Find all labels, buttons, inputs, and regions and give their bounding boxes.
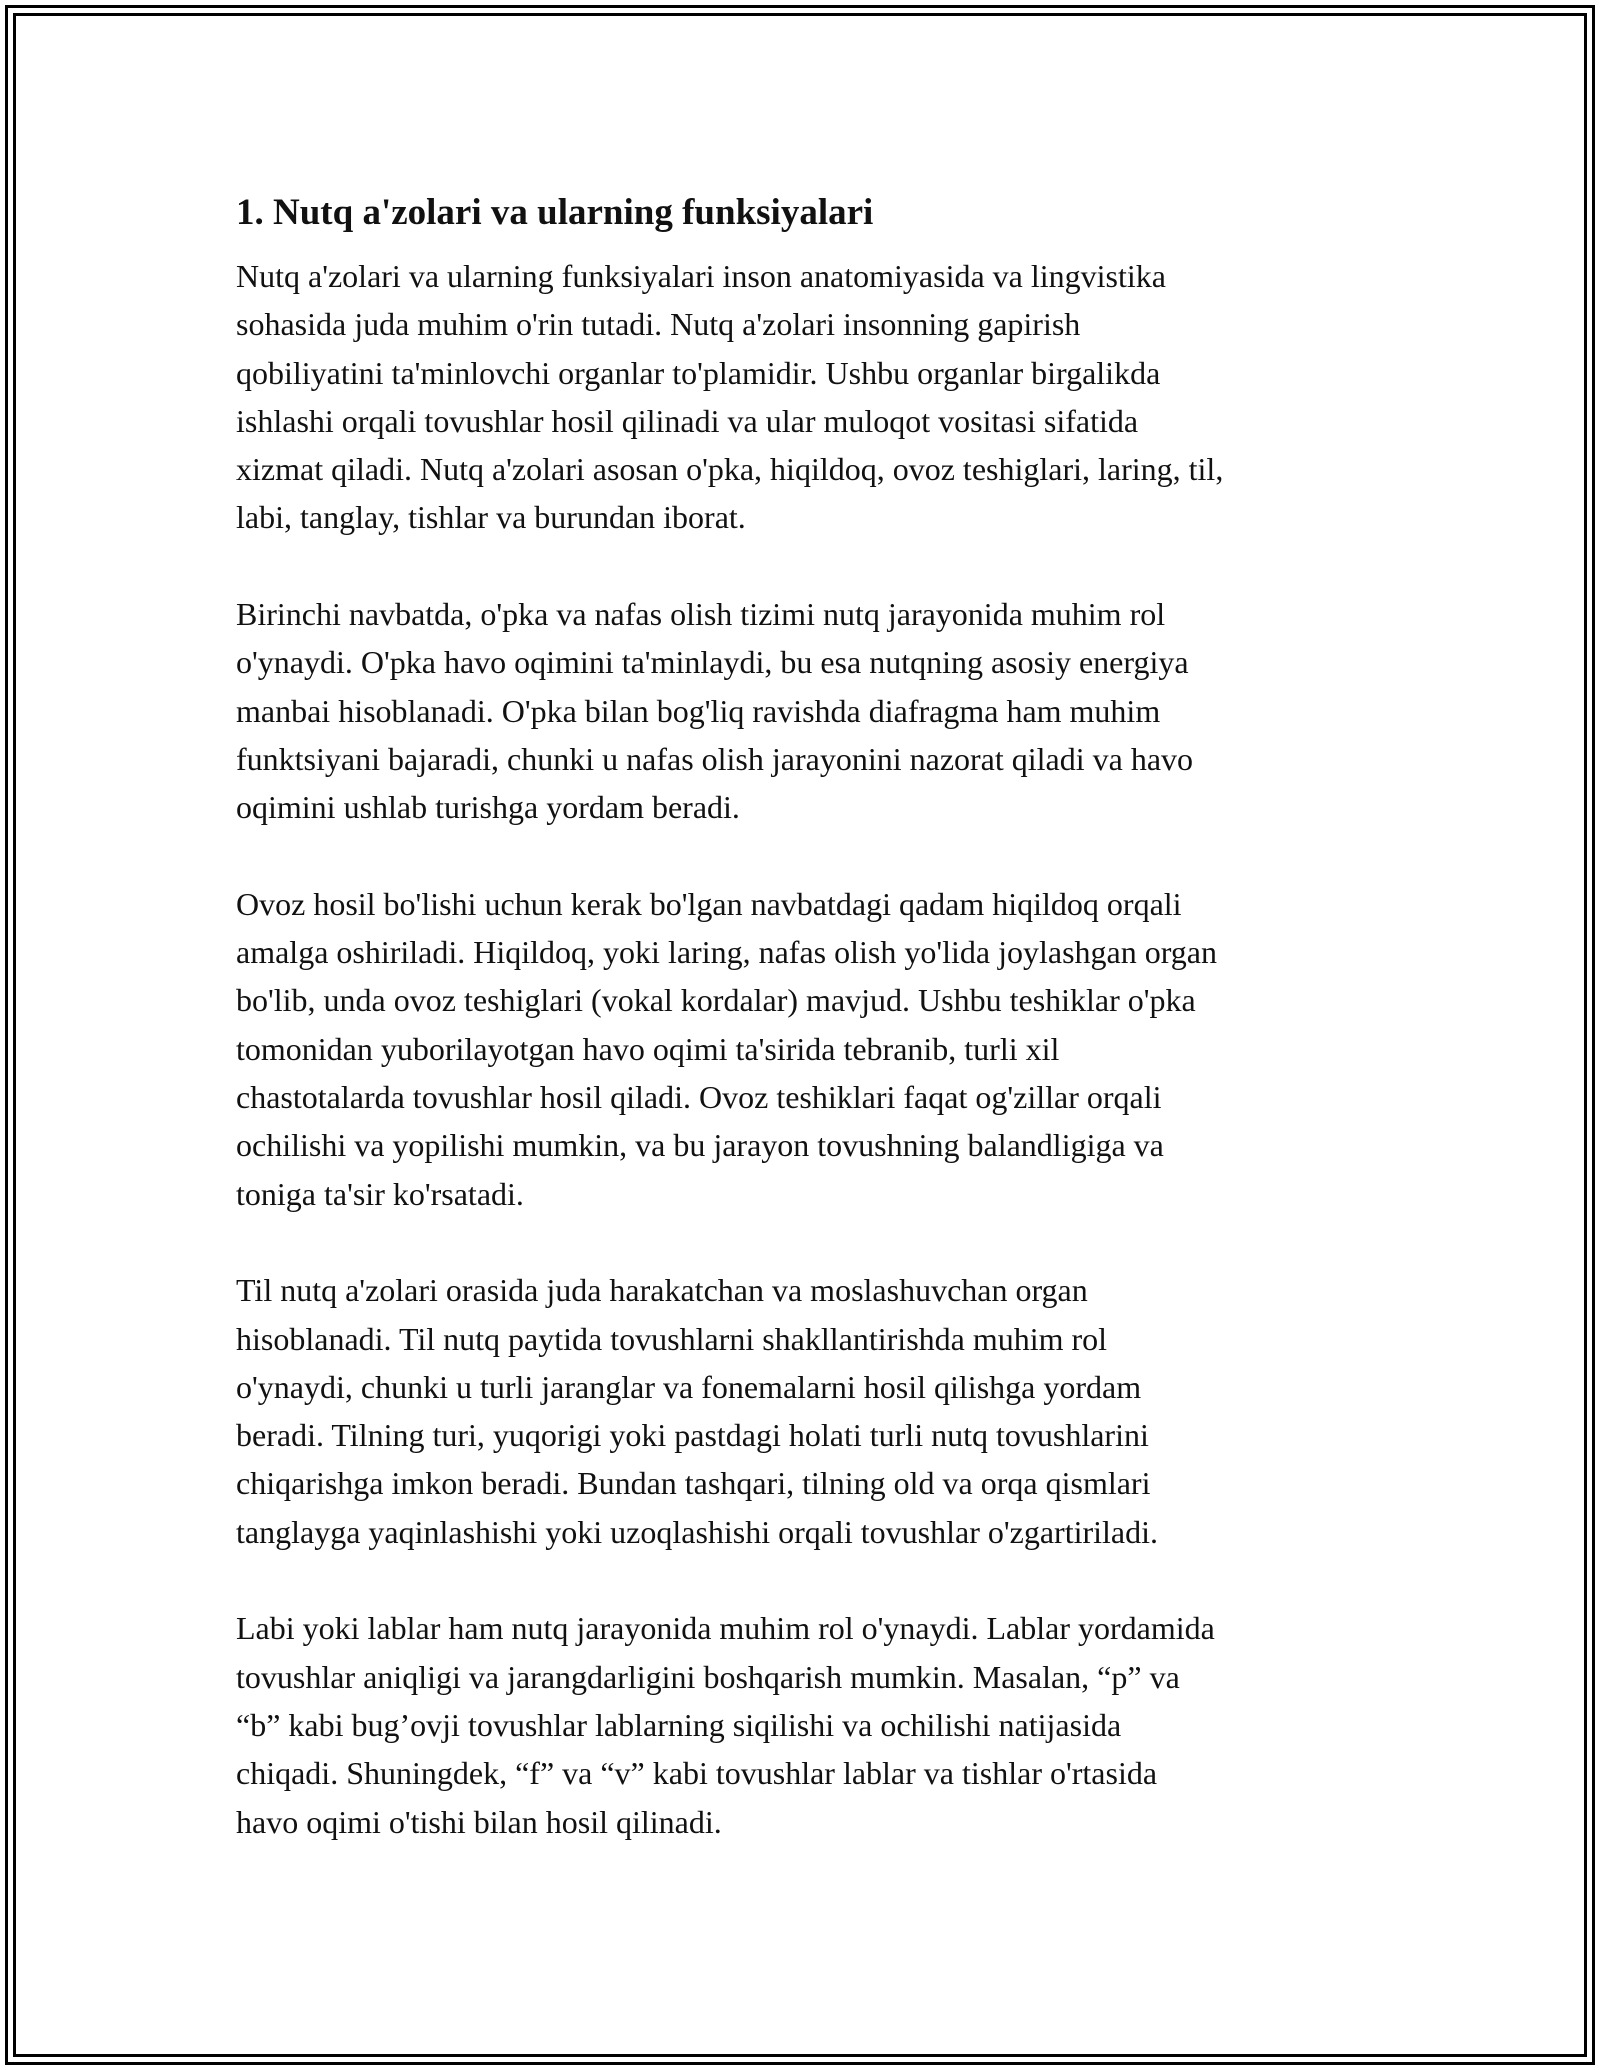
text-line: Birinchi navbatda, o'pka va nafas olish tizimi nutq jarayonida muhim rol bbox=[236, 596, 1166, 633]
text-line: tanglayga yaqinlashishi yoki uzoqlashishi orqali tovushlar o'zgartiriladi. bbox=[236, 1513, 1159, 1550]
text-line: havo oqimi o'tishi bilan hosil qilinadi. bbox=[236, 1803, 722, 1840]
text-line: Nutq a'zolari va ularning funksiyalari inson anatomiyasida va lingvistika bbox=[236, 258, 1166, 294]
text-line: amalga oshiriladi. Hiqildoq, yoki laring, nafas olish yo'lida joylashgan organ bbox=[236, 934, 1217, 971]
text-line: hisoblanadi. Til nutq paytida tovushlarni shakllantirishda muhim rol bbox=[236, 1320, 1108, 1357]
text-line: manbai hisoblanadi. O'pka bilan bog'liq ravishda diafragma ham muhim bbox=[236, 692, 1161, 729]
text-line: oqimini ushlab turishga yordam beradi. bbox=[236, 789, 740, 826]
text-line: xizmat qiladi. Nutq a'zolari asosan o'pka, hiqildoq, ovoz teshiglari, laring, til, bbox=[236, 451, 1224, 488]
text-line: chiqarishga imkon beradi. Bundan tashqari, tilning old va orqa qismlari bbox=[236, 1465, 1151, 1502]
text-line: funktsiyani bajaradi, chunki u nafas olish jarayonini nazorat qiladi va havo bbox=[236, 740, 1194, 777]
text-line: chiqadi. Shuningdek, “f” va “v” kabi tovushlar lablar va tishlar o'rtasida bbox=[236, 1755, 1158, 1792]
text-line: qobiliyatini ta'minlovchi organlar to'plamidir. Ushbu organlar birgalikda bbox=[236, 354, 1161, 391]
text-line: Labi yoki lablar ham nutq jarayonida muhim rol o'ynaydi. Lablar yordamida bbox=[236, 1610, 1215, 1647]
text-line: Ovoz hosil bo'lishi uchun kerak bo'lgan navbatdagi qadam hiqildoq orqali bbox=[236, 885, 1182, 922]
text-line: tomonidan yuborilayotgan havo oqimi ta'sirida tebranib, turli xil bbox=[236, 1030, 1060, 1067]
text-line: o'ynaydi, chunki u turli jaranglar va fonemalarni hosil qilishga yordam bbox=[236, 1368, 1142, 1405]
text-line: sohasida juda muhim o'rin tutadi. Nutq a'zolari insonning gapirish bbox=[236, 306, 1081, 343]
paragraph-lungs bbox=[236, 590, 1376, 831]
text-line: ochilishi va yopilishi mumkin, va bu jarayon tovushning balandligiga va bbox=[236, 1127, 1164, 1164]
paragraph-tongue bbox=[236, 1266, 1376, 1556]
text-line: bo'lib, unda ovoz teshiglari (vokal kordalar) mavjud. Ushbu teshiklar o'pka bbox=[236, 982, 1196, 1019]
text-line: tovushlar aniqligi va jarangdarligini boshqarish mumkin. Masalan, “p” va bbox=[236, 1658, 1180, 1695]
paragraph-lips bbox=[236, 1604, 1376, 1845]
text-line: o'ynaydi. O'pka havo oqimini ta'minlaydi, bu esa nutqning asosiy energiya bbox=[236, 644, 1189, 681]
text-line: labi, tanglay, tishlar va burundan iborat. bbox=[236, 499, 746, 536]
paragraph-speech-organs bbox=[236, 252, 1376, 542]
document-body bbox=[236, 186, 1376, 1894]
page-title: 1. Nutq a'zolari va ularning funksiyalari bbox=[236, 192, 874, 233]
text-line: beradi. Tilning turi, yuqorigi yoki pastdagi holati turli nutq tovushlarini bbox=[236, 1417, 1149, 1454]
text-line: “b” kabi bug’ovji tovushlar lablarning siqilishi va ochilishi natijasida bbox=[236, 1706, 1122, 1743]
paragraph-larynx bbox=[236, 880, 1376, 1218]
text-line: toniga ta'sir ko'rsatadi. bbox=[236, 1175, 524, 1212]
text-line: Til nutq a'zolari orasida juda harakatchan va moslashuvchan organ bbox=[236, 1272, 1088, 1309]
text-line: ishlashi orqali tovushlar hosil qilinadi va ular muloqot vositasi sifatida bbox=[236, 402, 1139, 439]
text-line: chastotalarda tovushlar hosil qiladi. Ovoz teshiklari faqat og'zillar orqali bbox=[236, 1079, 1162, 1116]
